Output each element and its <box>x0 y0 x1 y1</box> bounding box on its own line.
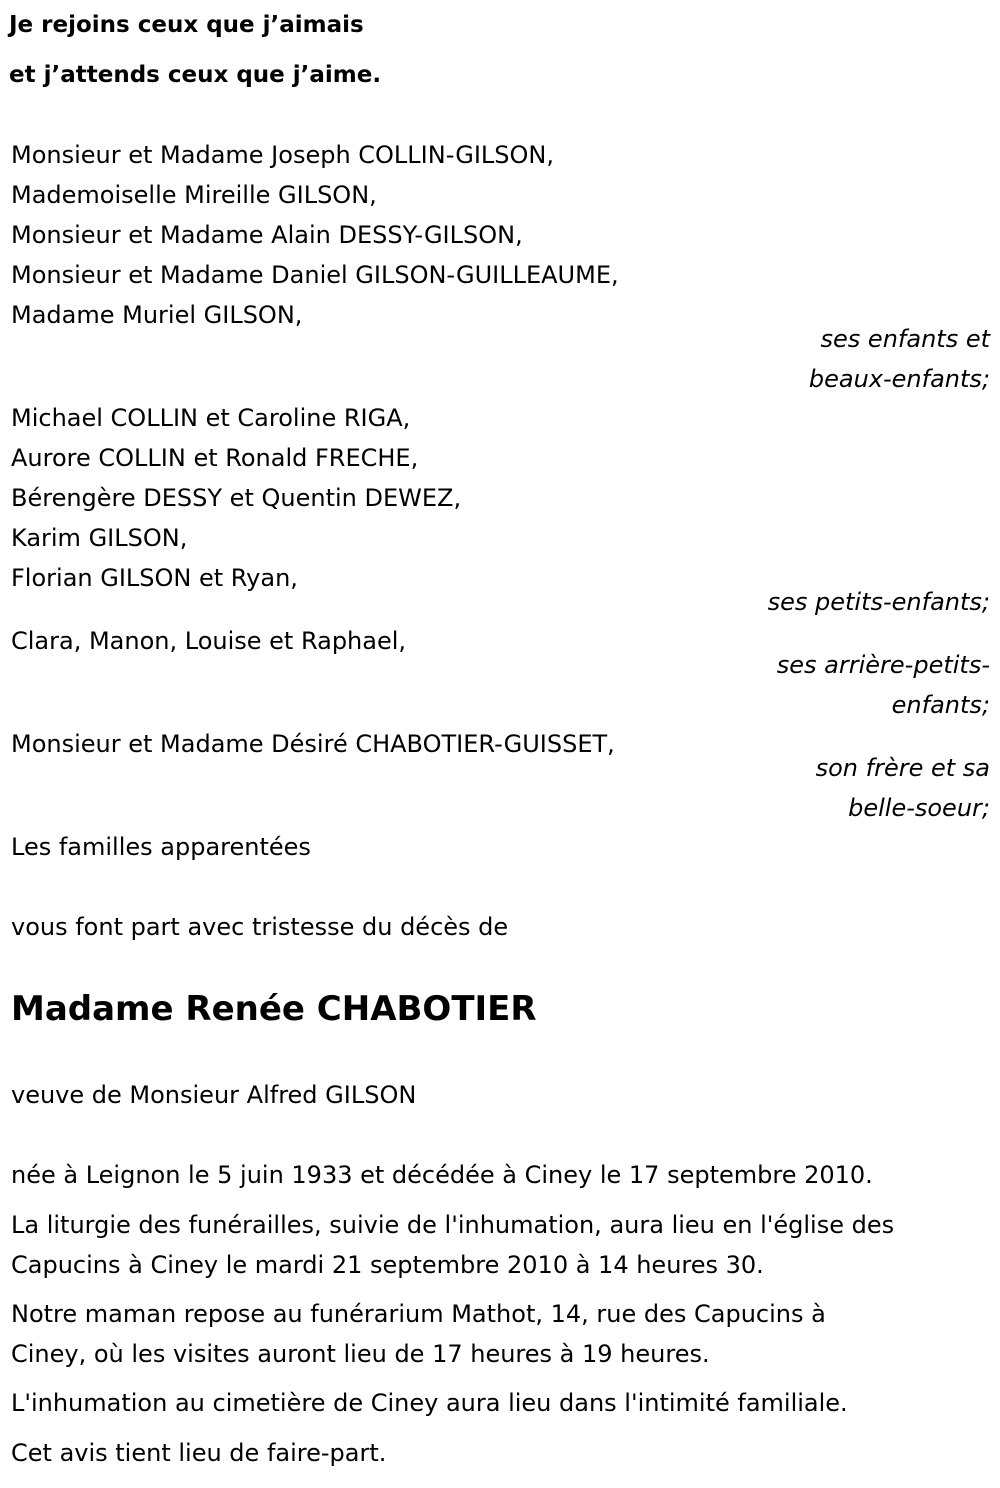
repose-line: Notre maman repose au funérarium Mathot, 14, rue des Capucins à <box>11 1300 826 1328</box>
child-name: Monsieur et Madame Daniel GILSON-GUILLEAUME, <box>11 261 619 289</box>
funeral-line: Capucins à Ciney le mardi 21 septembre 2010 à 14 heures 30. <box>11 1251 764 1279</box>
related-families: Les familles apparentées <box>11 833 311 861</box>
grandchild-name: Aurore COLLIN et Ronald FRECHE, <box>11 444 419 472</box>
great-grandchildren-relation: ses arrière-petits- <box>776 651 990 679</box>
notice-line: Cet avis tient lieu de faire-part. <box>11 1439 387 1467</box>
quote-line-2: et j’attends ceux que j’aime. <box>9 62 382 88</box>
quote-line-1: Je rejoins ceux que j’aimais <box>9 12 364 38</box>
grandchild-name: Florian GILSON et Ryan, <box>11 564 298 592</box>
funeral-line: La liturgie des funérailles, suivie de l'inhumation, aura lieu en l'église des <box>11 1211 895 1239</box>
deceased-name: Madame Renée CHABOTIER <box>11 989 537 1029</box>
sibling-relation: belle-soeur; <box>848 794 990 822</box>
repose-line: Ciney, où les visites auront lieu de 17 heures à 19 heures. <box>11 1340 710 1368</box>
announcement-text: vous font part avec tristesse du décès de <box>11 913 509 941</box>
children-relation: ses enfants et <box>820 325 990 353</box>
child-name: Mademoiselle Mireille GILSON, <box>11 181 377 209</box>
grandchild-name: Karim GILSON, <box>11 524 188 552</box>
child-name: Monsieur et Madame Alain DESSY-GILSON, <box>11 221 523 249</box>
sibling-names: Monsieur et Madame Désiré CHABOTIER-GUISSET, <box>11 730 615 758</box>
child-name: Madame Muriel GILSON, <box>11 301 303 329</box>
burial-line: L'inhumation au cimetière de Ciney aura lieu dans l'intimité familiale. <box>11 1389 848 1417</box>
children-relation: beaux-enfants; <box>808 365 990 393</box>
birth-death-line: née à Leignon le 5 juin 1933 et décédée à Ciney le 17 septembre 2010. <box>11 1161 873 1189</box>
widow-of: veuve de Monsieur Alfred GILSON <box>11 1081 417 1109</box>
great-grandchildren-names: Clara, Manon, Louise et Raphael, <box>11 627 407 655</box>
child-name: Monsieur et Madame Joseph COLLIN-GILSON, <box>11 141 554 169</box>
sibling-relation: son frère et sa <box>815 754 990 782</box>
grandchild-name: Michael COLLIN et Caroline RIGA, <box>11 404 411 432</box>
great-grandchildren-relation: enfants; <box>891 691 990 719</box>
grandchild-name: Bérengère DESSY et Quentin DEWEZ, <box>11 484 462 512</box>
grandchildren-relation: ses petits-enfants; <box>767 588 990 616</box>
